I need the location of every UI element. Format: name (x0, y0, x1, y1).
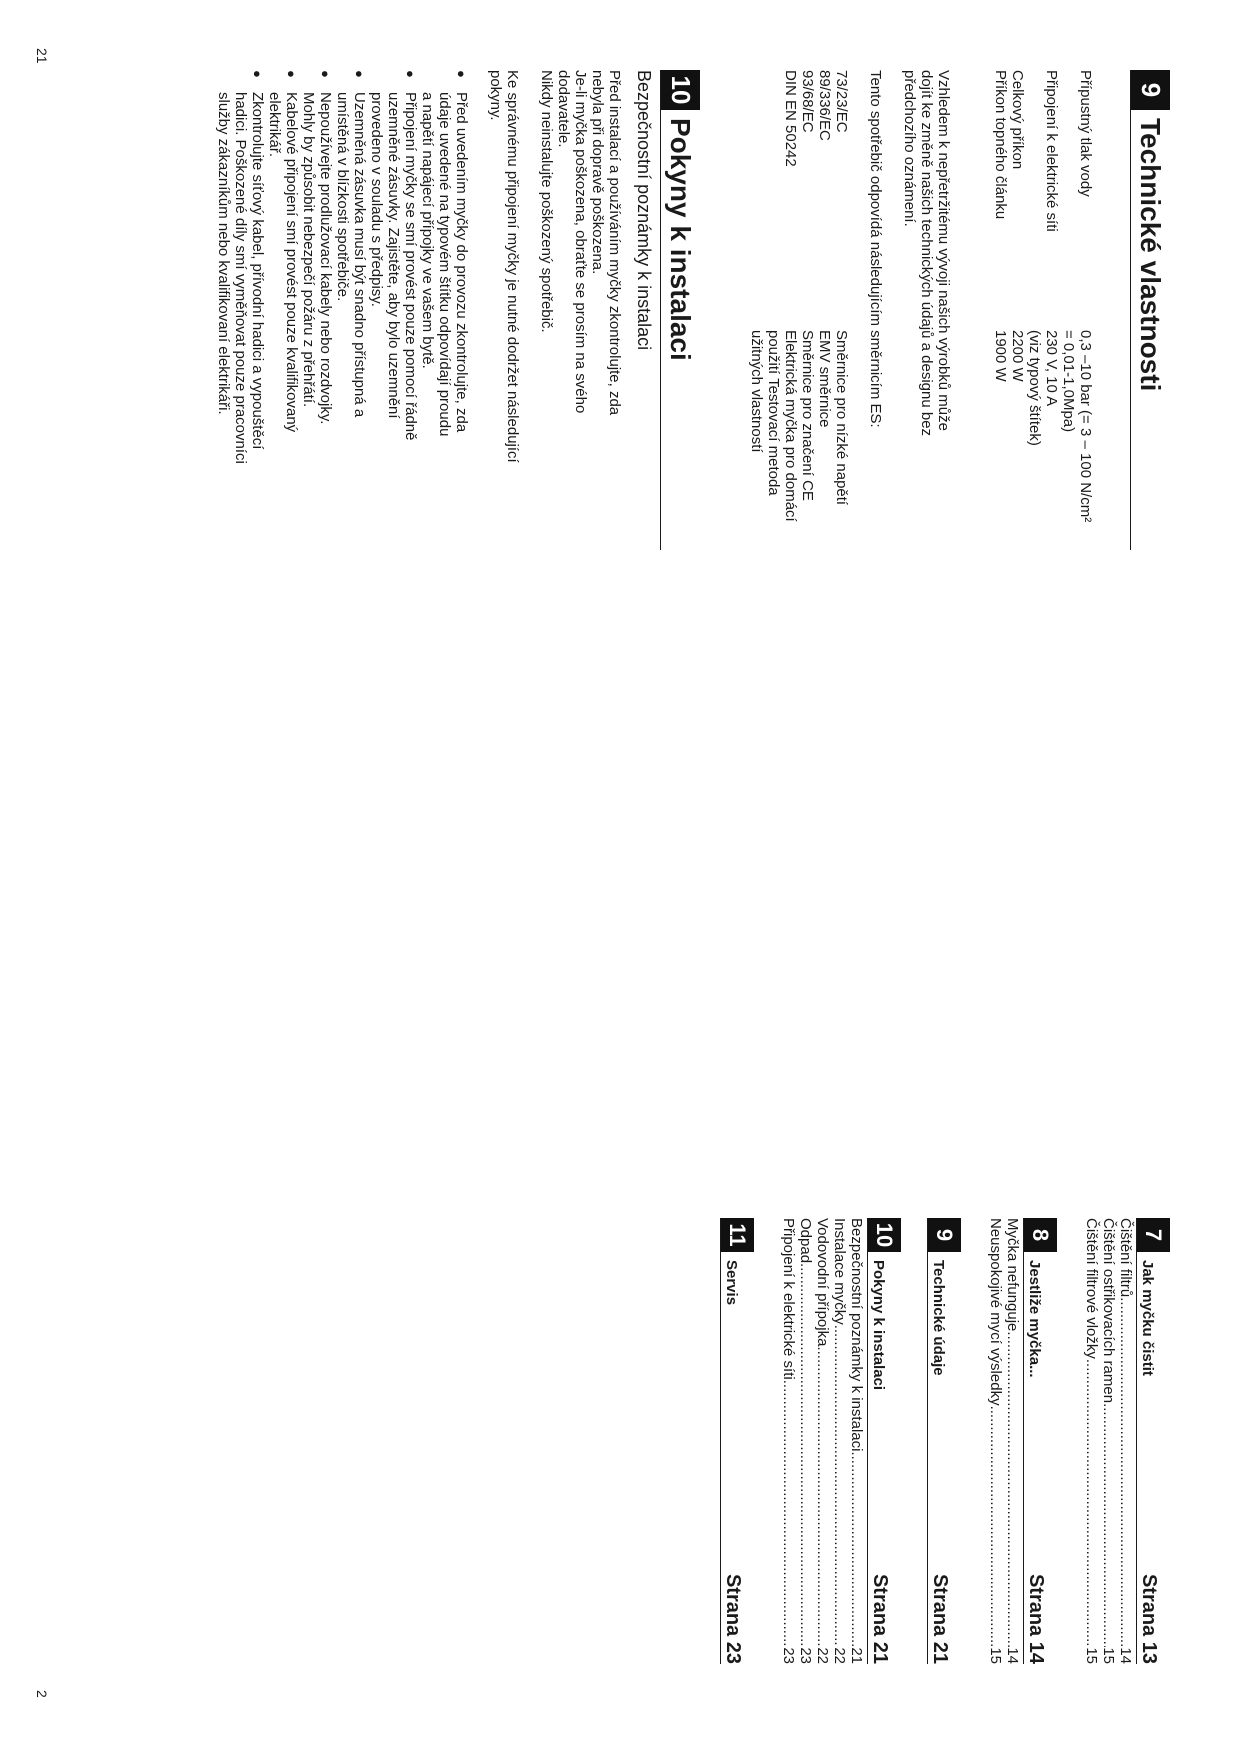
paragraph-line: Nikdy neinstalujte poškozený spotřebič. (538, 70, 555, 333)
bullet-line: ● Zkontrolujte síťový kabel, přívodní hadici a vypouštěcí (249, 92, 266, 450)
spec-label: Příkon topného článku (992, 70, 1009, 220)
toc-item-title: Čištění filtrové vložky (1083, 1218, 1100, 1359)
spec-label: Připojení k elektrické síti (1043, 70, 1060, 232)
toc-item-title: Neuspokojivé mycí výsledky (987, 1218, 1004, 1406)
toc-section (1083, 1218, 1170, 1664)
note-line: dojít ke změně našich technických údajů a designu bez (918, 70, 935, 437)
toc-item-page: 14 (1117, 1647, 1134, 1664)
toc-item-dots (987, 1406, 1004, 1648)
toc-item-page: 23 (780, 1647, 797, 1664)
bullet-item (300, 70, 334, 500)
toc-item-dots (831, 1325, 848, 1648)
spec-value-line: 0,3 –10 bar (= 3 – 100 N/cm² (1077, 330, 1094, 523)
paragraph-line: Před instalací a používáním myčky zkontrolujte, zda (606, 70, 623, 416)
toc-section-number: 9 (928, 1218, 961, 1252)
toc-item (1083, 1218, 1100, 1664)
note-line: předchozího oznámení. (901, 70, 918, 227)
section-10-subtitle: Bezpečnostní poznámky k instalaci (634, 70, 654, 351)
toc-item (831, 1218, 848, 1664)
toc-item-page: 14 (1004, 1647, 1021, 1664)
toc-section-page: Strana 23 (722, 1573, 744, 1664)
toc-section-header (1136, 1218, 1170, 1664)
intro-paragraph (538, 70, 623, 500)
toc-section-number: 11 (721, 1218, 754, 1252)
toc-item (987, 1218, 1004, 1664)
toc-section-title: Technické údaje (930, 1260, 947, 1376)
bullet-line: údaje uvedené na typovém štítku odpovídají proudu (436, 92, 453, 437)
directive-desc-line: použití Testovací metoda (765, 330, 782, 496)
toc-section-title: Servis (723, 1260, 740, 1306)
toc-item-dots (1004, 1331, 1021, 1647)
spec-value (992, 330, 1009, 550)
section-9-title: Technické vlastnosti (1135, 118, 1167, 392)
directive-desc (816, 330, 833, 550)
toc-item-page: 23 (797, 1647, 814, 1664)
spec-value (1060, 330, 1094, 550)
toc-item-title: Instalace myčky (831, 1218, 848, 1325)
toc-item-title: Čištění filtrů (1117, 1218, 1134, 1298)
directive-desc (748, 330, 799, 550)
bullet-line: ● Připojení myčky se smí provést pouze pomocí řádně (402, 92, 419, 441)
toc-item-page: 15 (1083, 1647, 1100, 1664)
spec-value-line: 2200 W (1009, 330, 1026, 382)
directive-desc (799, 330, 816, 550)
toc-item-page: 22 (831, 1647, 848, 1664)
toc-item (1004, 1218, 1021, 1664)
toc-section-title: Jak myčku čistit (1139, 1260, 1156, 1376)
toc-item-dots (1117, 1297, 1134, 1647)
spec-value-line: (viz typový štítek) (1026, 330, 1043, 446)
toc-item (814, 1218, 831, 1664)
section-10 (215, 70, 700, 550)
spec-table (992, 70, 1094, 550)
note-line: Vzhledem k nepřetržitému vývoji našich výrobků může (935, 70, 952, 431)
directive-code: 89/336/EC (816, 70, 833, 141)
toc-item-title: Připojení k elektrické síti (780, 1218, 797, 1380)
directives-list (748, 70, 850, 550)
toc-item (780, 1218, 797, 1664)
toc-section (987, 1218, 1057, 1664)
toc-item-page: 15 (1100, 1647, 1117, 1664)
directive-code: 73/23/EC (833, 70, 850, 133)
bullet-line: provedeno v souladu s předpisy. (368, 92, 385, 307)
directive-desc-line: užitných vlastností (748, 330, 765, 453)
toc-items (1083, 1218, 1134, 1664)
toc-item-page: 21 (848, 1647, 865, 1664)
bullet-item (334, 70, 368, 500)
toc-items (780, 1218, 865, 1664)
toc-section-title: Pokyny k instalaci (870, 1260, 887, 1391)
bullet-item (368, 70, 419, 500)
toc-section-header (927, 1218, 961, 1664)
toc-item-page: 22 (814, 1647, 831, 1664)
bullet-line: elektrikář. (266, 92, 283, 158)
bullet-item (215, 70, 266, 500)
toc-item-dots (780, 1380, 797, 1648)
toc-item-dots (797, 1263, 814, 1647)
toc-items (987, 1218, 1021, 1664)
page-number-left: 21 (34, 48, 50, 64)
toc-section-number: 7 (1137, 1218, 1170, 1252)
spec-value-line: 230 V, 10 A (1043, 330, 1060, 407)
bullet-line: ● Nepoužívejte prodlužovací kabely nebo rozdvojky. (317, 92, 334, 425)
directive-desc-line: EMV směrnice (816, 330, 833, 428)
section-9-header (1130, 70, 1170, 550)
directive-code: DIN EN 50242 (782, 70, 799, 167)
spec-label: Celkový příkon (1009, 70, 1026, 170)
paragraph-line: pokyny. (487, 70, 504, 121)
toc-section (720, 1218, 754, 1664)
toc-item-title: Bezpečnostní poznámky k instalaci (848, 1218, 865, 1452)
bullet-line: služby zákazníkům nebo kvalifikovaní elektrikáři. (215, 92, 232, 415)
bullet-item (266, 70, 300, 500)
toc-item-title: Vodovodní přípojka (814, 1218, 831, 1347)
section-10-header (660, 70, 700, 550)
section-9-number: 9 (1131, 70, 1170, 110)
toc-section-header (720, 1218, 754, 1664)
toc-section (927, 1218, 961, 1664)
page-number-right: 2 (34, 1690, 50, 1698)
toc-item (797, 1218, 814, 1664)
toc-item-title: Odpad (797, 1218, 814, 1264)
bullet-line: hadici. Poškozené díly smí vyměňovat pouze pracovníci (232, 92, 249, 464)
directive-desc-line: Směrnice pro značení CE (799, 330, 816, 501)
paragraph-line: dodavatele. (555, 70, 572, 148)
directive-code: 93/68/EC (799, 70, 816, 133)
bullet-item (419, 70, 470, 500)
toc-section (780, 1218, 901, 1664)
toc-item-page: 15 (987, 1647, 1004, 1664)
connection-paragraph (487, 70, 521, 500)
section-10-number: 10 (661, 70, 700, 110)
toc-section-number: 8 (1024, 1218, 1057, 1252)
toc-section-number: 10 (868, 1218, 901, 1252)
bullet-line: ● Kabelové připojení smí provést pouze kvalifikovaný (283, 92, 300, 433)
section-10-title: Pokyny k instalaci (665, 118, 697, 361)
table-of-contents (0, 1218, 1240, 1664)
toc-section-header (867, 1218, 901, 1664)
spec-value-line: = 0,01-1,0Mpa) (1060, 330, 1077, 433)
paragraph-line: nebyla při dopravě poškozena. (589, 70, 606, 275)
directives-intro: Tento spotřebič odpovídá následujícím směrnicím ES: (867, 70, 884, 428)
paragraph-line: Ke správnému připojení myčky je nutné dodržet následující (504, 70, 521, 463)
toc-item-dots (1083, 1359, 1100, 1647)
directive-desc-line: Směrnice pro nízké napětí (833, 330, 850, 506)
spec-label: Přípustný tlak vody (1077, 70, 1094, 197)
toc-section-page: Strana 13 (1138, 1573, 1160, 1664)
section-9 (748, 70, 1170, 550)
safety-bullet-list (215, 70, 470, 500)
bullet-line: umístěná v blízkosti spotřebiče. (334, 92, 351, 302)
bullet-line: uzemněné zásuvky. Zajistěte, aby bylo uzemnění (385, 92, 402, 419)
bullet-line: ● Uzemněná zásuvka musí být snadno přístupná a (351, 92, 368, 418)
toc-item (848, 1218, 865, 1664)
directive-desc (833, 330, 850, 550)
spec-value-line: 1900 W (992, 330, 1009, 382)
bullet-line: a napětí napájecí přípojky ve vašem bytě. (419, 92, 436, 369)
spec-value (1009, 330, 1026, 550)
toc-section-page: Strana 14 (1025, 1573, 1047, 1664)
toc-item-dots (814, 1346, 831, 1647)
toc-section-page: Strana 21 (929, 1573, 951, 1664)
spec-value (1026, 330, 1060, 550)
toc-item-dots (848, 1451, 865, 1647)
toc-item-title: Čištění ostřikovacích ramen (1100, 1218, 1117, 1404)
toc-section-title: Jestliže myčka... (1026, 1260, 1043, 1378)
tech-change-note (901, 70, 952, 550)
bullet-line: Mohly by způsobit nebezpečí požáru z přehřátí. (300, 92, 317, 408)
toc-item-dots (1100, 1403, 1117, 1647)
directive-desc-line: Elektrická myčka pro domácí (782, 330, 799, 522)
toc-item-title: Myčka nefunguje (1004, 1218, 1021, 1332)
toc-item (1100, 1218, 1117, 1664)
paragraph-line: Je-li myčka poškozena, obraťte se prosím na svého (572, 70, 589, 414)
bullet-line: ● Před uvedením myčky do provozu zkontrolujte, zda (453, 92, 470, 433)
toc-section-page: Strana 21 (869, 1573, 891, 1664)
toc-section-header (1023, 1218, 1057, 1664)
left-page (0, 70, 1240, 550)
toc-item (1117, 1218, 1134, 1664)
